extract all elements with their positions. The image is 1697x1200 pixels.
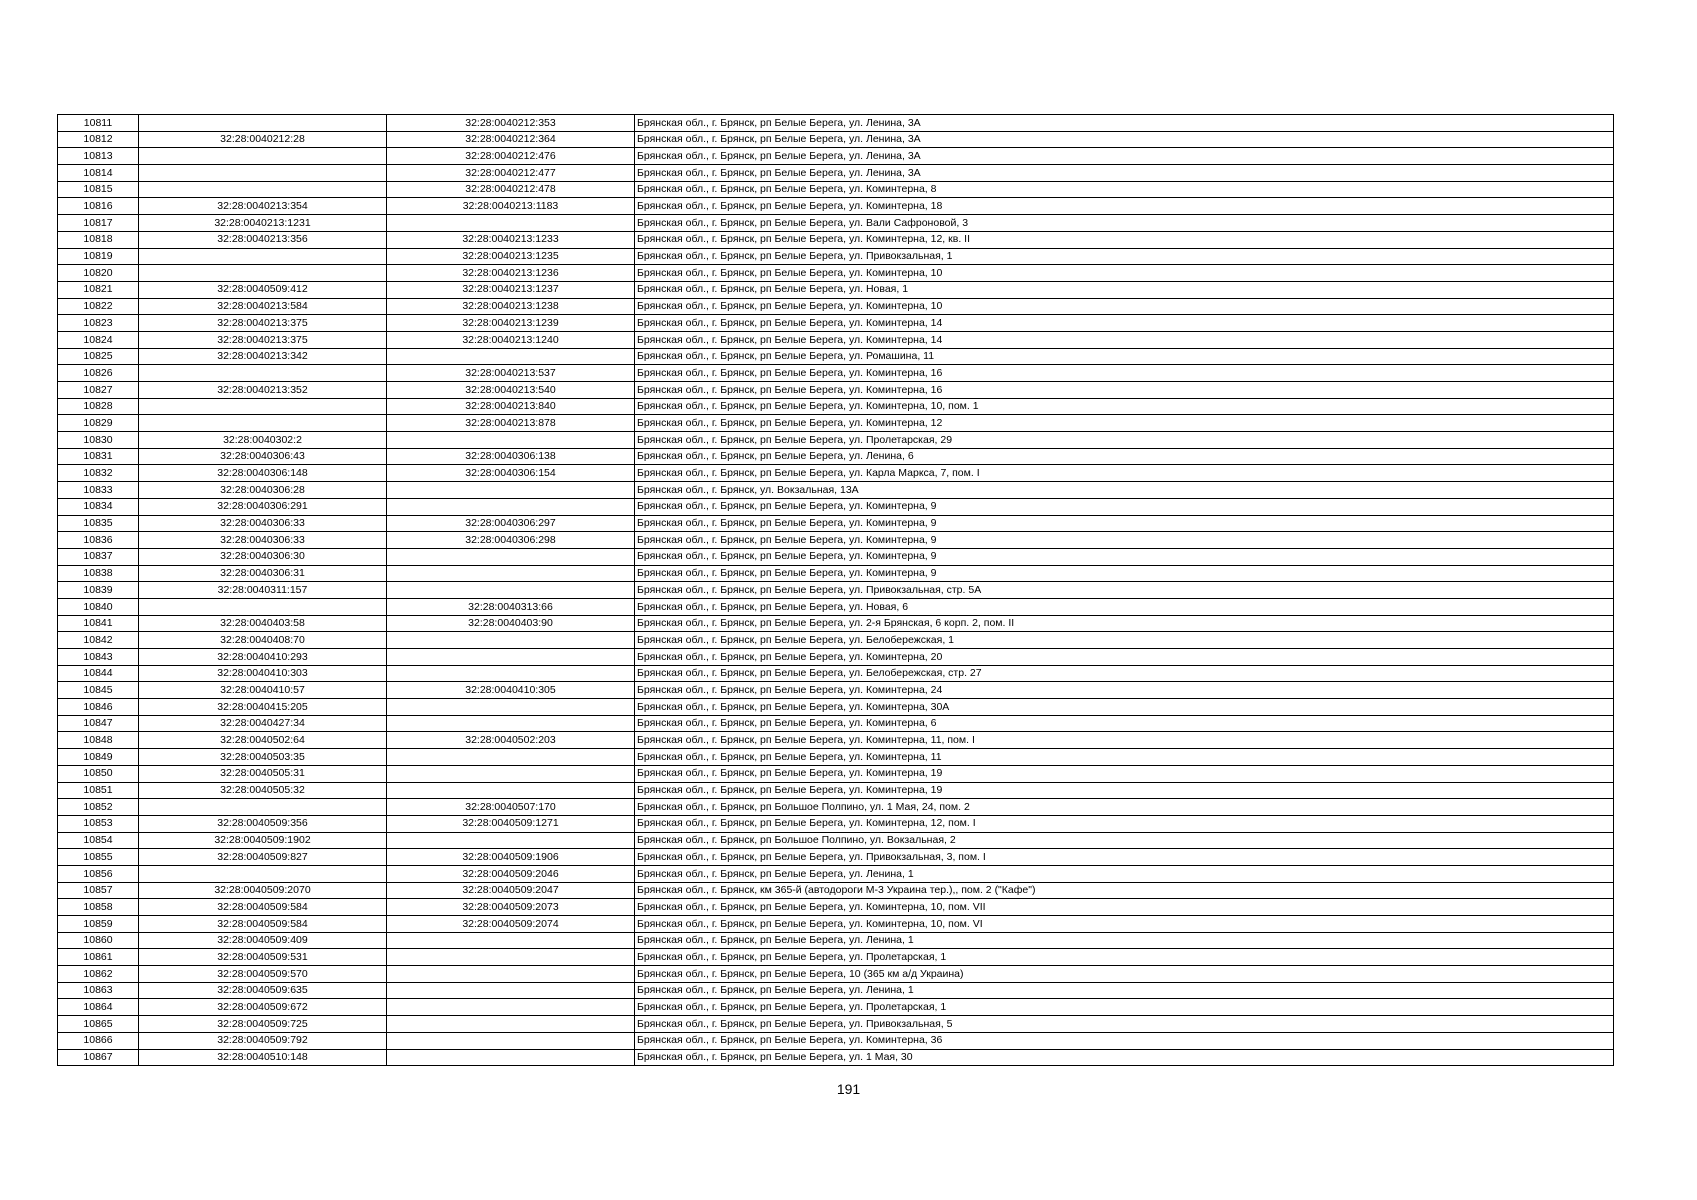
address-cell: Брянская обл., г. Брянск, рп Белые Берега, ул. Коминтерна, 10, пом. VI [635, 916, 1614, 933]
table-row [58, 515, 1614, 532]
address-cell: Брянская обл., г. Брянск, рп Белые Берега, ул. Коминтерна, 24 [635, 682, 1614, 699]
address-cell: Брянская обл., г. Брянск, рп Белые Берега, ул. Коминтерна, 14 [635, 315, 1614, 332]
object-cadastral-number-cell: 32:28:0040213:1240 [387, 331, 635, 348]
row-number-cell: 10850 [58, 765, 139, 782]
land-cadastral-number-cell: 32:28:0040502:64 [139, 732, 387, 749]
object-cadastral-number-cell [387, 215, 635, 232]
land-cadastral-number-cell: 32:28:0040505:31 [139, 765, 387, 782]
table-row [58, 749, 1614, 766]
land-cadastral-number-cell: 32:28:0040509:827 [139, 849, 387, 866]
object-cadastral-number-cell [387, 932, 635, 949]
object-cadastral-number-cell [387, 782, 635, 799]
object-cadastral-number-cell: 32:28:0040213:1183 [387, 198, 635, 215]
address-cell: Брянская обл., г. Брянск, рп Белые Берега, 10 (365 км а/д Украина) [635, 966, 1614, 983]
table-row [58, 665, 1614, 682]
land-cadastral-number-cell: 32:28:0040403:58 [139, 615, 387, 632]
land-cadastral-number-cell: 32:28:0040510:148 [139, 1049, 387, 1066]
object-cadastral-number-cell: 32:28:0040213:1236 [387, 265, 635, 282]
object-cadastral-number-cell [387, 765, 635, 782]
table-row [58, 699, 1614, 716]
object-cadastral-number-cell: 32:28:0040212:364 [387, 131, 635, 148]
object-cadastral-number-cell [387, 582, 635, 599]
object-cadastral-number-cell: 32:28:0040509:1271 [387, 815, 635, 832]
table-row [58, 248, 1614, 265]
table-row [58, 765, 1614, 782]
object-cadastral-number-cell: 32:28:0040213:1238 [387, 298, 635, 315]
table-row [58, 899, 1614, 916]
address-cell: Брянская обл., г. Брянск, рп Белые Берега, ул. Ленина, 1 [635, 865, 1614, 882]
object-cadastral-number-cell [387, 632, 635, 649]
row-number-cell: 10843 [58, 649, 139, 666]
page-number: 191 [836, 1081, 861, 1097]
address-cell: Брянская обл., г. Брянск, рп Белые Берега, ул. Новая, 6 [635, 598, 1614, 615]
land-cadastral-number-cell [139, 165, 387, 182]
land-cadastral-number-cell: 32:28:0040306:148 [139, 465, 387, 482]
row-number-cell: 10847 [58, 715, 139, 732]
object-cadastral-number-cell [387, 699, 635, 716]
land-cadastral-number-cell: 32:28:0040410:303 [139, 665, 387, 682]
row-number-cell: 10824 [58, 331, 139, 348]
address-cell: Брянская обл., г. Брянск, рп Белые Берега, ул. Ленина, 3А [635, 165, 1614, 182]
land-cadastral-number-cell: 32:28:0040509:570 [139, 966, 387, 983]
row-number-cell: 10830 [58, 432, 139, 449]
land-cadastral-number-cell: 32:28:0040306:31 [139, 565, 387, 582]
row-number-cell: 10861 [58, 949, 139, 966]
table-row [58, 548, 1614, 565]
object-cadastral-number-cell: 32:28:0040306:298 [387, 532, 635, 549]
table-row [58, 949, 1614, 966]
address-cell: Брянская обл., г. Брянск, рп Белые Берега, ул. Пролетарская, 1 [635, 999, 1614, 1016]
row-number-cell: 10827 [58, 382, 139, 399]
land-cadastral-number-cell: 32:28:0040306:33 [139, 515, 387, 532]
address-cell: Брянская обл., г. Брянск, рп Белые Берега, ул. Ленина, 3А [635, 115, 1614, 132]
table-row [58, 598, 1614, 615]
object-cadastral-number-cell: 32:28:0040213:1233 [387, 231, 635, 248]
row-number-cell: 10821 [58, 281, 139, 298]
table-row [58, 215, 1614, 232]
table-row [58, 1016, 1614, 1033]
land-cadastral-number-cell [139, 865, 387, 882]
table-row [58, 715, 1614, 732]
row-number-cell: 10849 [58, 749, 139, 766]
object-cadastral-number-cell: 32:28:0040213:840 [387, 398, 635, 415]
object-cadastral-number-cell: 32:28:0040213:1235 [387, 248, 635, 265]
row-number-cell: 10816 [58, 198, 139, 215]
address-cell: Брянская обл., г. Брянск, рп Белые Берега, ул. Коминтерна, 10, пом. 1 [635, 398, 1614, 415]
table-row [58, 565, 1614, 582]
address-cell: Брянская обл., г. Брянск, рп Белые Берега, ул. Привокзальная, 3, пом. I [635, 849, 1614, 866]
row-number-cell: 10844 [58, 665, 139, 682]
address-cell: Брянская обл., г. Брянск, ул. Вокзальная, 13А [635, 482, 1614, 499]
row-number-cell: 10811 [58, 115, 139, 132]
row-number-cell: 10839 [58, 582, 139, 599]
object-cadastral-number-cell: 32:28:0040212:478 [387, 181, 635, 198]
object-cadastral-number-cell: 32:28:0040507:170 [387, 799, 635, 816]
table-row [58, 815, 1614, 832]
object-cadastral-number-cell: 32:28:0040306:154 [387, 465, 635, 482]
object-cadastral-number-cell: 32:28:0040213:1237 [387, 281, 635, 298]
land-cadastral-number-cell: 32:28:0040408:70 [139, 632, 387, 649]
object-cadastral-number-cell [387, 999, 635, 1016]
address-cell: Брянская обл., г. Брянск, рп Белые Берега, ул. Пролетарская, 29 [635, 432, 1614, 449]
land-cadastral-number-cell [139, 181, 387, 198]
object-cadastral-number-cell: 32:28:0040410:305 [387, 682, 635, 699]
table-row [58, 165, 1614, 182]
address-cell: Брянская обл., г. Брянск, рп Белые Берега, ул. Привокзальная, 5 [635, 1016, 1614, 1033]
address-cell: Брянская обл., г. Брянск, рп Белые Берега, ул. Новая, 1 [635, 281, 1614, 298]
row-number-cell: 10817 [58, 215, 139, 232]
row-number-cell: 10818 [58, 231, 139, 248]
land-cadastral-number-cell: 32:28:0040505:32 [139, 782, 387, 799]
land-cadastral-number-cell: 32:28:0040509:635 [139, 982, 387, 999]
land-cadastral-number-cell: 32:28:0040509:792 [139, 1032, 387, 1049]
row-number-cell: 10828 [58, 398, 139, 415]
land-cadastral-number-cell: 32:28:0040427:34 [139, 715, 387, 732]
row-number-cell: 10842 [58, 632, 139, 649]
row-number-cell: 10831 [58, 448, 139, 465]
object-cadastral-number-cell [387, 498, 635, 515]
table-row [58, 398, 1614, 415]
row-number-cell: 10853 [58, 815, 139, 832]
land-cadastral-number-cell: 32:28:0040213:375 [139, 315, 387, 332]
object-cadastral-number-cell: 32:28:0040212:353 [387, 115, 635, 132]
table-row [58, 131, 1614, 148]
row-number-cell: 10854 [58, 832, 139, 849]
object-cadastral-number-cell: 32:28:0040306:138 [387, 448, 635, 465]
address-cell: Брянская обл., г. Брянск, рп Белые Берега, ул. Коминтерна, 18 [635, 198, 1614, 215]
table-row [58, 281, 1614, 298]
object-cadastral-number-cell [387, 482, 635, 499]
land-cadastral-number-cell: 32:28:0040509:531 [139, 949, 387, 966]
row-number-cell: 10851 [58, 782, 139, 799]
row-number-cell: 10826 [58, 365, 139, 382]
row-number-cell: 10823 [58, 315, 139, 332]
table-row [58, 849, 1614, 866]
row-number-cell: 10837 [58, 548, 139, 565]
row-number-cell: 10814 [58, 165, 139, 182]
row-number-cell: 10832 [58, 465, 139, 482]
row-number-cell: 10845 [58, 682, 139, 699]
address-cell: Брянская обл., г. Брянск, рп Белые Берега, ул. Ленина, 1 [635, 982, 1614, 999]
row-number-cell: 10825 [58, 348, 139, 365]
row-number-cell: 10865 [58, 1016, 139, 1033]
row-number-cell: 10858 [58, 899, 139, 916]
land-cadastral-number-cell: 32:28:0040509:1902 [139, 832, 387, 849]
address-cell: Брянская обл., г. Брянск, рп Белые Берега, ул. 2-я Брянская, 6 корп. 2, пом. II [635, 615, 1614, 632]
table-row [58, 465, 1614, 482]
object-cadastral-number-cell: 32:28:0040509:2074 [387, 916, 635, 933]
object-cadastral-number-cell: 32:28:0040306:297 [387, 515, 635, 532]
land-cadastral-number-cell: 32:28:0040410:293 [139, 649, 387, 666]
table-row [58, 115, 1614, 132]
object-cadastral-number-cell [387, 715, 635, 732]
object-cadastral-number-cell: 32:28:0040213:540 [387, 382, 635, 399]
address-cell: Брянская обл., г. Брянск, рп Белые Берега, ул. Ленина, 3А [635, 148, 1614, 165]
land-cadastral-number-cell [139, 115, 387, 132]
address-cell: Брянская обл., г. Брянск, рп Белые Берега, ул. Коминтерна, 10 [635, 265, 1614, 282]
address-cell: Брянская обл., г. Брянск, рп Белые Берега, ул. Пролетарская, 1 [635, 949, 1614, 966]
row-number-cell: 10863 [58, 982, 139, 999]
address-cell: Брянская обл., г. Брянск, рп Белые Берега, ул. Вали Сафроновой, 3 [635, 215, 1614, 232]
row-number-cell: 10835 [58, 515, 139, 532]
address-cell: Брянская обл., г. Брянск, рп Белые Берега, ул. Коминтерна, 9 [635, 548, 1614, 565]
table-row [58, 231, 1614, 248]
table-row [58, 615, 1614, 632]
object-cadastral-number-cell [387, 1049, 635, 1066]
land-cadastral-number-cell: 32:28:0040509:584 [139, 916, 387, 933]
table-row [58, 1032, 1614, 1049]
address-cell: Брянская обл., г. Брянск, рп Большое Полпино, ул. 1 Мая, 24, пом. 2 [635, 799, 1614, 816]
address-cell: Брянская обл., г. Брянск, рп Белые Берега, ул. Коминтерна, 19 [635, 782, 1614, 799]
row-number-cell: 10841 [58, 615, 139, 632]
table-row [58, 649, 1614, 666]
object-cadastral-number-cell [387, 649, 635, 666]
table-row [58, 865, 1614, 882]
land-cadastral-number-cell [139, 415, 387, 432]
table-row [58, 682, 1614, 699]
address-cell: Брянская обл., г. Брянск, рп Белые Берега, ул. Коминтерна, 11 [635, 749, 1614, 766]
row-number-cell: 10829 [58, 415, 139, 432]
address-cell: Брянская обл., г. Брянск, рп Белые Берега, ул. Коминтерна, 30А [635, 699, 1614, 716]
land-cadastral-number-cell: 32:28:0040306:33 [139, 532, 387, 549]
land-cadastral-number-cell: 32:28:0040213:356 [139, 231, 387, 248]
address-cell: Брянская обл., г. Брянск, рп Белые Берега, ул. Карла Маркса, 7, пом. I [635, 465, 1614, 482]
address-cell: Брянская обл., г. Брянск, рп Белые Берега, ул. Ромашина, 11 [635, 348, 1614, 365]
row-number-cell: 10867 [58, 1049, 139, 1066]
row-number-cell: 10840 [58, 598, 139, 615]
row-number-cell: 10859 [58, 916, 139, 933]
address-cell: Брянская обл., г. Брянск, рп Белые Берега, ул. Коминтерна, 16 [635, 382, 1614, 399]
row-number-cell: 10864 [58, 999, 139, 1016]
table-row [58, 382, 1614, 399]
registry-table-body [58, 115, 1614, 1066]
table-row [58, 432, 1614, 449]
land-cadastral-number-cell: 32:28:0040415:205 [139, 699, 387, 716]
land-cadastral-number-cell: 32:28:0040213:1231 [139, 215, 387, 232]
address-cell: Брянская обл., г. Брянск, рп Белые Берега, ул. Коминтерна, 9 [635, 532, 1614, 549]
land-cadastral-number-cell [139, 799, 387, 816]
land-cadastral-number-cell: 32:28:0040410:57 [139, 682, 387, 699]
table-row [58, 482, 1614, 499]
row-number-cell: 10812 [58, 131, 139, 148]
table-row [58, 348, 1614, 365]
address-cell: Брянская обл., г. Брянск, рп Белые Берега, ул. Коминтерна, 9 [635, 498, 1614, 515]
address-cell: Брянская обл., г. Брянск, рп Белые Берега, ул. Коминтерна, 14 [635, 331, 1614, 348]
object-cadastral-number-cell: 32:28:0040509:2047 [387, 882, 635, 899]
table-row [58, 582, 1614, 599]
row-number-cell: 10848 [58, 732, 139, 749]
address-cell: Брянская обл., г. Брянск, рп Белые Берега, ул. Коминтерна, 12 [635, 415, 1614, 432]
row-number-cell: 10862 [58, 966, 139, 983]
table-row [58, 448, 1614, 465]
object-cadastral-number-cell [387, 432, 635, 449]
address-cell: Брянская обл., г. Брянск, км 365-й (автодороги М-3 Украина тер.),, пом. 2 ("Кафе") [635, 882, 1614, 899]
land-cadastral-number-cell [139, 248, 387, 265]
object-cadastral-number-cell: 32:28:0040213:537 [387, 365, 635, 382]
land-cadastral-number-cell: 32:28:0040213:584 [139, 298, 387, 315]
object-cadastral-number-cell [387, 565, 635, 582]
row-number-cell: 10855 [58, 849, 139, 866]
land-cadastral-number-cell [139, 398, 387, 415]
land-cadastral-number-cell: 32:28:0040213:352 [139, 382, 387, 399]
object-cadastral-number-cell [387, 949, 635, 966]
land-cadastral-number-cell [139, 265, 387, 282]
table-row [58, 148, 1614, 165]
row-number-cell: 10820 [58, 265, 139, 282]
object-cadastral-number-cell: 32:28:0040212:477 [387, 165, 635, 182]
table-row [58, 498, 1614, 515]
table-row [58, 181, 1614, 198]
object-cadastral-number-cell: 32:28:0040509:2073 [387, 899, 635, 916]
object-cadastral-number-cell [387, 832, 635, 849]
land-cadastral-number-cell: 32:28:0040503:35 [139, 749, 387, 766]
table-row [58, 832, 1614, 849]
address-cell: Брянская обл., г. Брянск, рп Белые Берега, ул. Коминтерна, 20 [635, 649, 1614, 666]
table-row [58, 732, 1614, 749]
object-cadastral-number-cell [387, 966, 635, 983]
table-row [58, 298, 1614, 315]
object-cadastral-number-cell: 32:28:0040509:2046 [387, 865, 635, 882]
row-number-cell: 10822 [58, 298, 139, 315]
object-cadastral-number-cell: 32:28:0040403:90 [387, 615, 635, 632]
row-number-cell: 10833 [58, 482, 139, 499]
address-cell: Брянская обл., г. Брянск, рп Белые Берега, ул. 1 Мая, 30 [635, 1049, 1614, 1066]
table-row [58, 799, 1614, 816]
table-row [58, 1049, 1614, 1066]
object-cadastral-number-cell [387, 749, 635, 766]
address-cell: Брянская обл., г. Брянск, рп Белые Берега, ул. Белобережская, 1 [635, 632, 1614, 649]
row-number-cell: 10834 [58, 498, 139, 515]
object-cadastral-number-cell [387, 665, 635, 682]
address-cell: Брянская обл., г. Брянск, рп Белые Берега, ул. Ленина, 1 [635, 932, 1614, 949]
address-cell: Брянская обл., г. Брянск, рп Белые Берега, ул. Коминтерна, 19 [635, 765, 1614, 782]
table-row [58, 331, 1614, 348]
object-cadastral-number-cell: 32:28:0040509:1906 [387, 849, 635, 866]
table-row [58, 966, 1614, 983]
land-cadastral-number-cell: 32:28:0040213:375 [139, 331, 387, 348]
table-row [58, 999, 1614, 1016]
land-cadastral-number-cell: 32:28:0040306:30 [139, 548, 387, 565]
object-cadastral-number-cell [387, 1032, 635, 1049]
land-cadastral-number-cell: 32:28:0040306:43 [139, 448, 387, 465]
address-cell: Брянская обл., г. Брянск, рп Белые Берега, ул. Коминтерна, 10 [635, 298, 1614, 315]
land-cadastral-number-cell: 32:28:0040509:584 [139, 899, 387, 916]
address-cell: Брянская обл., г. Брянск, рп Белые Берега, ул. Коминтерна, 8 [635, 181, 1614, 198]
address-cell: Брянская обл., г. Брянск, рп Большое Полпино, ул. Вокзальная, 2 [635, 832, 1614, 849]
address-cell: Брянская обл., г. Брянск, рп Белые Берега, ул. Привокзальная, 1 [635, 248, 1614, 265]
table-row [58, 532, 1614, 549]
table-row [58, 198, 1614, 215]
land-cadastral-number-cell: 32:28:0040509:725 [139, 1016, 387, 1033]
address-cell: Брянская обл., г. Брянск, рп Белые Берега, ул. Ленина, 6 [635, 448, 1614, 465]
row-number-cell: 10857 [58, 882, 139, 899]
land-cadastral-number-cell: 32:28:0040213:354 [139, 198, 387, 215]
address-cell: Брянская обл., г. Брянск, рп Белые Берега, ул. Коминтерна, 6 [635, 715, 1614, 732]
address-cell: Брянская обл., г. Брянск, рп Белые Берега, ул. Коминтерна, 9 [635, 515, 1614, 532]
row-number-cell: 10813 [58, 148, 139, 165]
object-cadastral-number-cell [387, 1016, 635, 1033]
row-number-cell: 10852 [58, 799, 139, 816]
address-cell: Брянская обл., г. Брянск, рп Белые Берега, ул. Коминтерна, 10, пом. VII [635, 899, 1614, 916]
land-cadastral-number-cell [139, 148, 387, 165]
land-cadastral-number-cell: 32:28:0040306:28 [139, 482, 387, 499]
object-cadastral-number-cell [387, 548, 635, 565]
land-cadastral-number-cell: 32:28:0040509:356 [139, 815, 387, 832]
row-number-cell: 10819 [58, 248, 139, 265]
row-number-cell: 10815 [58, 181, 139, 198]
land-cadastral-number-cell: 32:28:0040509:409 [139, 932, 387, 949]
address-cell: Брянская обл., г. Брянск, рп Белые Берега, ул. Коминтерна, 16 [635, 365, 1614, 382]
table-row [58, 882, 1614, 899]
object-cadastral-number-cell: 32:28:0040213:1239 [387, 315, 635, 332]
object-cadastral-number-cell: 32:28:0040212:476 [387, 148, 635, 165]
land-cadastral-number-cell: 32:28:0040311:157 [139, 582, 387, 599]
table-row [58, 932, 1614, 949]
row-number-cell: 10860 [58, 932, 139, 949]
address-cell: Брянская обл., г. Брянск, рп Белые Берега, ул. Коминтерна, 12, кв. II [635, 231, 1614, 248]
address-cell: Брянская обл., г. Брянск, рп Белые Берега, ул. Коминтерна, 36 [635, 1032, 1614, 1049]
address-cell: Брянская обл., г. Брянск, рп Белые Берега, ул. Ленина, 3А [635, 131, 1614, 148]
address-cell: Брянская обл., г. Брянск, рп Белые Берега, ул. Привокзальная, стр. 5А [635, 582, 1614, 599]
table-row [58, 632, 1614, 649]
address-cell: Брянская обл., г. Брянск, рп Белые Берега, ул. Коминтерна, 9 [635, 565, 1614, 582]
row-number-cell: 10846 [58, 699, 139, 716]
row-number-cell: 10836 [58, 532, 139, 549]
land-cadastral-number-cell: 32:28:0040509:2070 [139, 882, 387, 899]
land-cadastral-number-cell: 32:28:0040509:672 [139, 999, 387, 1016]
object-cadastral-number-cell: 32:28:0040502:203 [387, 732, 635, 749]
address-cell: Брянская обл., г. Брянск, рп Белые Берега, ул. Белобережская, стр. 27 [635, 665, 1614, 682]
table-row [58, 415, 1614, 432]
land-cadastral-number-cell: 32:28:0040212:28 [139, 131, 387, 148]
row-number-cell: 10838 [58, 565, 139, 582]
land-cadastral-number-cell: 32:28:0040509:412 [139, 281, 387, 298]
registry-table [57, 114, 1614, 1066]
table-row [58, 782, 1614, 799]
table-row [58, 916, 1614, 933]
table-row [58, 982, 1614, 999]
row-number-cell: 10856 [58, 865, 139, 882]
address-cell: Брянская обл., г. Брянск, рп Белые Берега, ул. Коминтерна, 12, пом. I [635, 815, 1614, 832]
land-cadastral-number-cell: 32:28:0040213:342 [139, 348, 387, 365]
object-cadastral-number-cell: 32:28:0040213:878 [387, 415, 635, 432]
table-row [58, 265, 1614, 282]
land-cadastral-number-cell: 32:28:0040302:2 [139, 432, 387, 449]
object-cadastral-number-cell [387, 348, 635, 365]
land-cadastral-number-cell [139, 598, 387, 615]
address-cell: Брянская обл., г. Брянск, рп Белые Берега, ул. Коминтерна, 11, пом. I [635, 732, 1614, 749]
object-cadastral-number-cell [387, 982, 635, 999]
table-row [58, 315, 1614, 332]
table-row [58, 365, 1614, 382]
land-cadastral-number-cell [139, 365, 387, 382]
land-cadastral-number-cell: 32:28:0040306:291 [139, 498, 387, 515]
object-cadastral-number-cell: 32:28:0040313:66 [387, 598, 635, 615]
row-number-cell: 10866 [58, 1032, 139, 1049]
